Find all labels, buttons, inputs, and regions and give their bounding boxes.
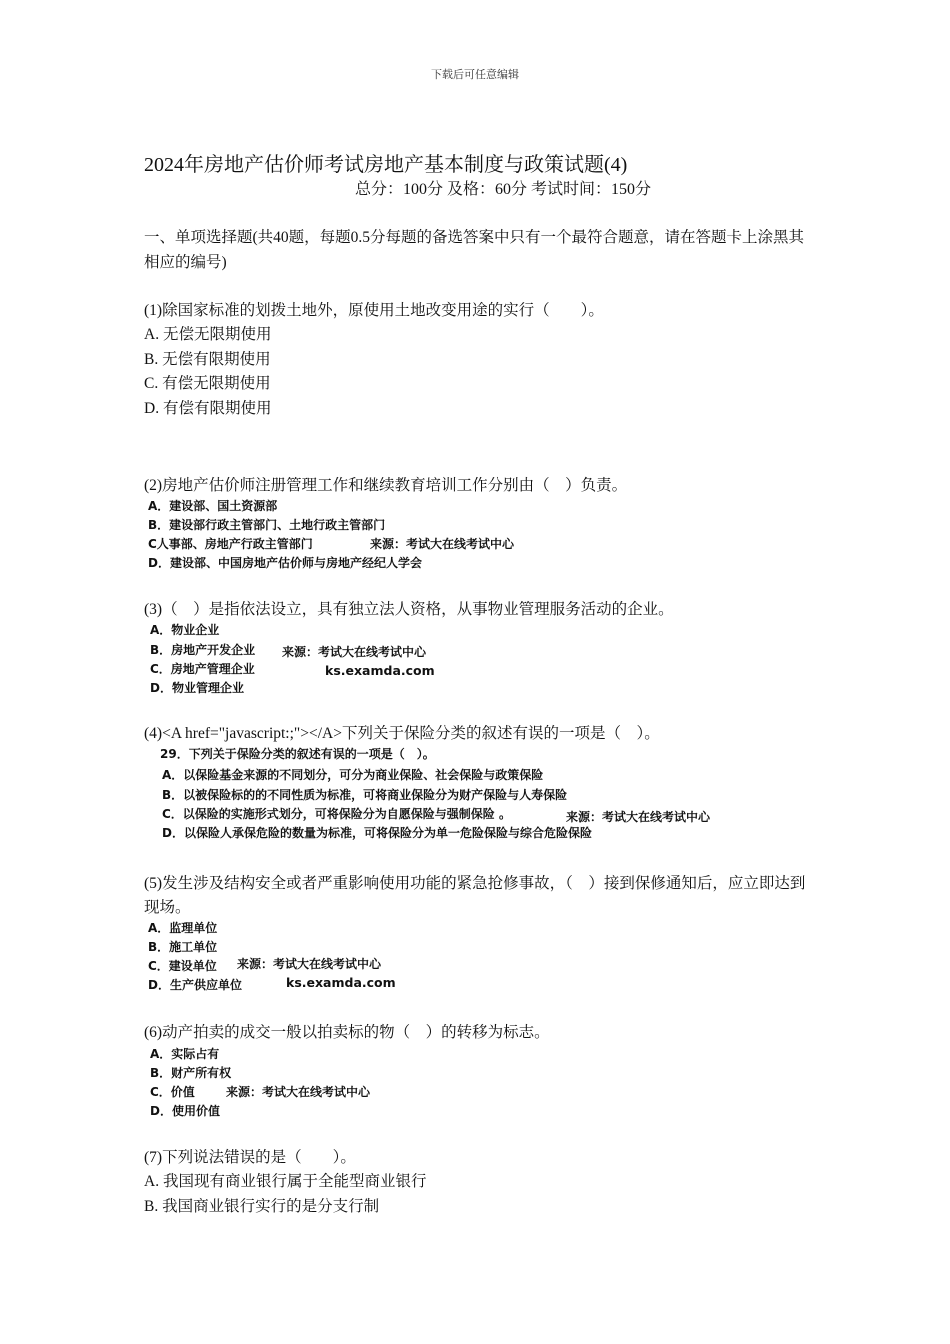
question-stem: (6)动产拍卖的成交一般以拍卖标的物（ ）的转移为标志。 (144, 1024, 550, 1041)
option: C．价值 (150, 1085, 195, 1099)
inner-question-stem: 29．下列关于保险分类的叙述有误的一项是（ ）。 (160, 747, 435, 761)
option: B. 我国商业银行实行的是分支行制 (144, 1198, 380, 1215)
option: A．建设部、国土资源部 (148, 499, 278, 513)
option: D．生产供应单位 (148, 978, 242, 992)
source-watermark: 来源：考试大在线考试中心 (226, 1085, 371, 1099)
option: A．监理单位 (148, 921, 218, 935)
option: C．房地产管理企业 (150, 662, 255, 676)
source-watermark: 来源：考试大在线考试中心 (282, 645, 427, 659)
question-stem: (5)发生涉及结构安全或者严重影响使用功能的紧急抢修事故，（ ）接到保修通知后，应立即达到现场。 (144, 875, 806, 916)
option: C．以保险的实施形式划分，可将保险分为自愿保险与强制保险 。 (162, 807, 511, 821)
option: C. 有偿无限期使用 (144, 375, 271, 392)
option: D．使用价值 (150, 1104, 220, 1118)
option: A. 无偿无限期使用 (144, 326, 272, 343)
document-title: 2024年房地产估价师考试房地产基本制度与政策试题(4) (144, 154, 628, 176)
question-stem: (4)<A href="javascript:;"></A>下列关于保险分类的叙述有误的一项是（ ）。 (144, 725, 660, 742)
option: D．以保险人承保危险的数量为标准，可将保险分为单一危险保险与综合危险保险 (162, 826, 592, 840)
source-watermark: 来源：考试大在线考试中心 (370, 537, 515, 551)
exam-meta: 总分：100分 及格：60分 考试时间：150分 (354, 181, 651, 198)
source-watermark: 来源：考试大在线考试中心 (237, 957, 382, 971)
option: B．房地产开发企业 (150, 643, 256, 657)
option: D. 有偿有限期使用 (144, 400, 272, 417)
source-url: ks.examda.com (325, 663, 435, 678)
option: D．建设部、中国房地产估价师与房地产经纪人学会 (148, 556, 422, 570)
option: A．物业企业 (150, 623, 220, 637)
source-url: ks.examda.com (286, 975, 396, 990)
option: B．财产所有权 (150, 1066, 232, 1080)
option: A. 我国现有商业银行属于全能型商业银行 (144, 1173, 427, 1190)
question-stem: (3)（ ）是指依法设立，具有独立法人资格，从事物业管理服务活动的企业。 (144, 601, 674, 618)
option: A．以保险基金来源的不同划分，可分为商业保险、社会保险与政策保险 (162, 768, 544, 782)
question-stem: (2)房地产估价师注册管理工作和继续教育培训工作分别由（ ）负责。 (144, 477, 628, 494)
question-stem: (1)除国家标准的划拨土地外，原使用土地改变用途的实行（ ）。 (144, 302, 604, 319)
option: C．建设单位 (148, 959, 217, 973)
section-heading: 一、单项选择题(共40题，每题0.5分每题的备选答案中只有一个最符合题意，请在答题卡上涂黑其相应的编号) (144, 229, 805, 271)
question-stem: (7)下列说法错误的是（ ）。 (144, 1149, 356, 1166)
option: B．施工单位 (148, 940, 218, 954)
option: B. 无偿有限期使用 (144, 351, 271, 368)
header-note: 下载后可任意编辑 (431, 68, 519, 81)
source-watermark: 来源：考试大在线考试中心 (566, 810, 711, 824)
option: B．以被保险标的的不同性质为标准，可将商业保险分为财产保险与人寿保险 (162, 788, 568, 802)
option: C人事部、房地产行政主管部门 (148, 537, 313, 551)
option: B．建设部行政主管部门、土地行政主管部门 (148, 518, 386, 532)
option: D．物业管理企业 (150, 681, 244, 695)
option: A．实际占有 (150, 1047, 220, 1061)
